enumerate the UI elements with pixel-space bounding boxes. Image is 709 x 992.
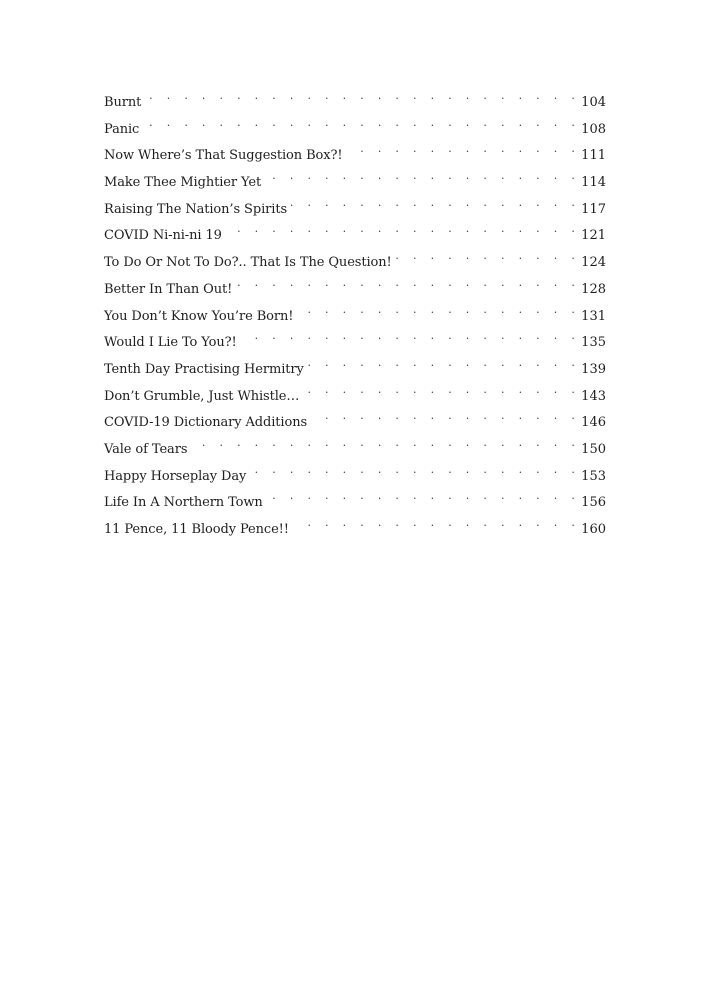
toc-dot-leader xyxy=(291,193,580,213)
toc-entry-page: 135 xyxy=(581,335,606,351)
toc-entry-title: COVID-19 Dictionary Additions xyxy=(104,415,308,431)
toc-entry-page: 108 xyxy=(581,121,606,137)
toc-entry[interactable] xyxy=(104,406,606,433)
toc-entry-title: Better In Than Out! xyxy=(104,281,233,297)
toc-dot-leader xyxy=(396,246,581,266)
toc-entry[interactable] xyxy=(104,219,606,246)
toc-entry-page: 156 xyxy=(581,495,606,511)
toc-entry-title: Burnt xyxy=(104,95,142,110)
toc-entry-page: 121 xyxy=(581,228,606,244)
toc-entry-title: Would I Lie To You?! xyxy=(104,335,237,351)
toc-dot-leader xyxy=(297,300,580,320)
toc-entry[interactable] xyxy=(104,273,606,300)
toc-entry[interactable] xyxy=(104,433,606,460)
toc-entry-title: Happy Horseplay Day xyxy=(104,468,247,484)
toc-dot-leader xyxy=(236,273,580,293)
toc-entry-page: 143 xyxy=(581,388,606,404)
toc-entry-page: 146 xyxy=(581,415,606,431)
toc-entry-title: 11 Pence, 11 Bloody Pence!! xyxy=(104,522,289,537)
toc-entry-title: Panic xyxy=(104,121,140,137)
toc-entry[interactable] xyxy=(104,326,606,353)
toc-dot-leader xyxy=(241,326,581,346)
toc-dot-leader xyxy=(267,486,580,506)
toc-entry[interactable] xyxy=(104,139,606,166)
toc-entry[interactable] xyxy=(104,486,606,513)
toc-entry-page: 139 xyxy=(581,361,606,377)
toc-entry-page: 111 xyxy=(581,148,606,164)
toc-dot-leader xyxy=(145,86,580,106)
table-of-contents xyxy=(104,86,606,540)
toc-entry-title: Make Thee Mightier Yet xyxy=(104,175,262,191)
toc-dot-leader xyxy=(303,380,580,400)
toc-entry-page: 153 xyxy=(581,468,606,484)
toc-entry-title: You Don’t Know You’re Born! xyxy=(104,308,294,324)
toc-dot-leader xyxy=(308,353,580,373)
toc-entry[interactable] xyxy=(104,353,606,380)
toc-entry[interactable] xyxy=(104,380,606,407)
toc-dot-leader xyxy=(191,433,580,453)
toc-entry[interactable] xyxy=(104,246,606,273)
toc-entry-page: 150 xyxy=(581,441,606,457)
toc-entry[interactable] xyxy=(104,193,606,220)
toc-entry[interactable] xyxy=(104,513,606,540)
toc-entry-page: 128 xyxy=(581,281,606,297)
toc-entry-title: Vale of Tears xyxy=(104,441,188,457)
toc-entry-title: COVID Ni-ni-ni 19 xyxy=(104,228,222,244)
toc-entry[interactable] xyxy=(104,460,606,487)
toc-dot-leader xyxy=(265,166,580,186)
toc-entry-title: Life In A Northern Town xyxy=(104,495,263,511)
toc-entry-page: 160 xyxy=(581,522,606,537)
toc-dot-leader xyxy=(311,406,580,426)
toc-entry[interactable] xyxy=(104,300,606,327)
toc-dot-leader xyxy=(226,219,580,239)
toc-entry-page: 114 xyxy=(581,175,606,191)
toc-dot-leader xyxy=(250,460,580,480)
toc-entry-page: 117 xyxy=(581,201,606,217)
toc-entry[interactable] xyxy=(104,113,606,140)
toc-entry[interactable] xyxy=(104,86,606,113)
toc-entry-page: 124 xyxy=(581,255,606,271)
toc-entry[interactable] xyxy=(104,166,606,193)
toc-entry-page: 104 xyxy=(581,95,606,110)
toc-entry-title: Now Where’s That Suggestion Box?! xyxy=(104,148,343,164)
toc-dot-leader xyxy=(293,513,580,533)
toc-entry-title: To Do Or Not To Do?.. That Is The Question! xyxy=(104,255,392,271)
toc-dot-leader xyxy=(143,113,580,133)
toc-entry-page: 131 xyxy=(581,308,606,324)
toc-entry-title: Don’t Grumble, Just Whistle… xyxy=(104,388,300,404)
toc-entry-title: Tenth Day Practising Hermitry xyxy=(104,361,304,377)
toc-entry-title: Raising The Nation’s Spirits xyxy=(104,201,288,217)
toc-dot-leader xyxy=(347,139,581,159)
